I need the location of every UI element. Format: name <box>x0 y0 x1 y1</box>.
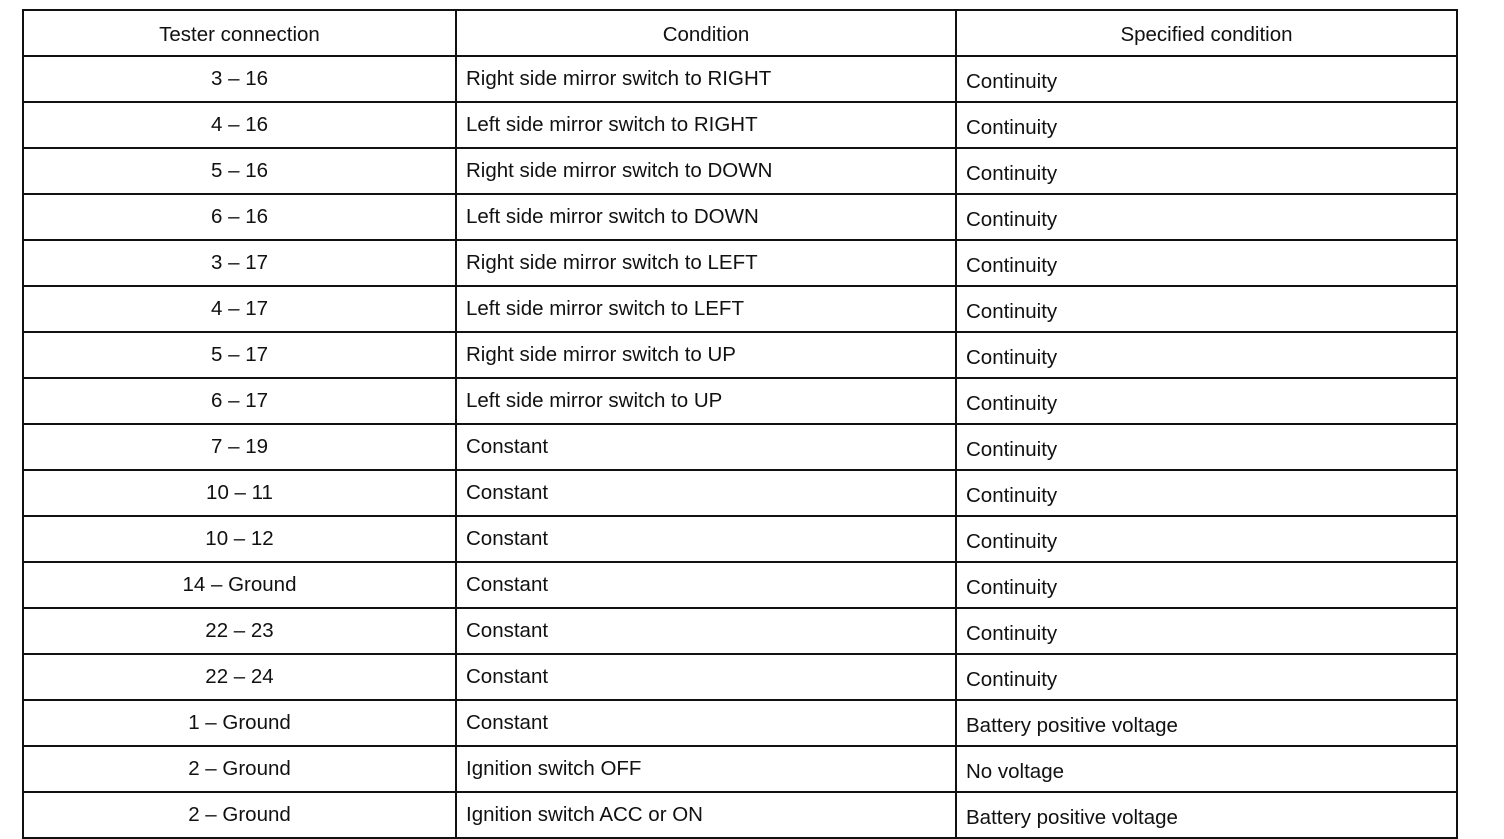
condition-cell: Constant <box>456 608 956 654</box>
table-row <box>23 470 1457 516</box>
table-row <box>23 56 1457 102</box>
table-row <box>23 746 1457 792</box>
condition-cell: Right side mirror switch to LEFT <box>456 240 956 286</box>
condition-cell: Left side mirror switch to UP <box>456 378 956 424</box>
table-row <box>23 516 1457 562</box>
tester-connection-cell: 3 – 16 <box>23 56 456 102</box>
specified-condition-cell: Continuity <box>956 332 1457 378</box>
table-row <box>23 194 1457 240</box>
header-tester-connection: Tester connection <box>23 10 456 56</box>
tester-connection-cell: 1 – Ground <box>23 700 456 746</box>
table-row <box>23 148 1457 194</box>
tester-connection-cell: 10 – 11 <box>23 470 456 516</box>
specified-condition-cell: Continuity <box>956 654 1457 700</box>
table-row <box>23 102 1457 148</box>
condition-cell: Constant <box>456 424 956 470</box>
condition-cell: Left side mirror switch to RIGHT <box>456 102 956 148</box>
condition-cell: Left side mirror switch to DOWN <box>456 194 956 240</box>
table-row <box>23 424 1457 470</box>
table-header <box>23 10 1457 56</box>
table-row <box>23 792 1457 838</box>
condition-cell: Constant <box>456 654 956 700</box>
tester-connection-cell: 2 – Ground <box>23 792 456 838</box>
condition-cell: Constant <box>456 700 956 746</box>
table-row <box>23 378 1457 424</box>
tester-connection-cell: 22 – 23 <box>23 608 456 654</box>
table-row <box>23 700 1457 746</box>
condition-cell: Right side mirror switch to DOWN <box>456 148 956 194</box>
table-row <box>23 654 1457 700</box>
table-row <box>23 240 1457 286</box>
condition-cell: Ignition switch ACC or ON <box>456 792 956 838</box>
specified-condition-cell: Continuity <box>956 286 1457 332</box>
tester-connection-cell: 10 – 12 <box>23 516 456 562</box>
tester-connection-cell: 3 – 17 <box>23 240 456 286</box>
header-specified-condition: Specified condition <box>956 10 1457 56</box>
specified-condition-cell: Continuity <box>956 562 1457 608</box>
tester-connection-cell: 6 – 17 <box>23 378 456 424</box>
tester-connection-cell: 5 – 16 <box>23 148 456 194</box>
specified-condition-cell: Continuity <box>956 240 1457 286</box>
tester-connection-cell: 4 – 17 <box>23 286 456 332</box>
specified-condition-cell: Battery positive voltage <box>956 792 1457 838</box>
table-row <box>23 332 1457 378</box>
specified-condition-cell: Continuity <box>956 378 1457 424</box>
tester-connection-cell: 2 – Ground <box>23 746 456 792</box>
specified-condition-cell: Continuity <box>956 608 1457 654</box>
tester-connection-table <box>22 9 1458 839</box>
condition-cell: Right side mirror switch to RIGHT <box>456 56 956 102</box>
tester-connection-cell: 14 – Ground <box>23 562 456 608</box>
tester-connection-cell: 7 – 19 <box>23 424 456 470</box>
specified-condition-cell: Continuity <box>956 102 1457 148</box>
specified-condition-cell: Continuity <box>956 56 1457 102</box>
condition-cell: Constant <box>456 562 956 608</box>
table-row <box>23 286 1457 332</box>
specified-condition-cell: Continuity <box>956 148 1457 194</box>
table-row <box>23 562 1457 608</box>
tester-connection-cell: 5 – 17 <box>23 332 456 378</box>
tester-connection-cell: 4 – 16 <box>23 102 456 148</box>
table-row <box>23 608 1457 654</box>
condition-cell: Constant <box>456 470 956 516</box>
tester-connection-cell: 22 – 24 <box>23 654 456 700</box>
condition-cell: Ignition switch OFF <box>456 746 956 792</box>
specified-condition-cell: Continuity <box>956 516 1457 562</box>
header-row <box>23 10 1457 56</box>
header-condition: Condition <box>456 10 956 56</box>
condition-cell: Left side mirror switch to LEFT <box>456 286 956 332</box>
condition-cell: Right side mirror switch to UP <box>456 332 956 378</box>
specified-condition-cell: Battery positive voltage <box>956 700 1457 746</box>
specified-condition-cell: No voltage <box>956 746 1457 792</box>
table-body <box>23 56 1457 838</box>
specified-condition-cell: Continuity <box>956 194 1457 240</box>
tester-connection-cell: 6 – 16 <box>23 194 456 240</box>
specified-condition-cell: Continuity <box>956 470 1457 516</box>
specified-condition-cell: Continuity <box>956 424 1457 470</box>
condition-cell: Constant <box>456 516 956 562</box>
